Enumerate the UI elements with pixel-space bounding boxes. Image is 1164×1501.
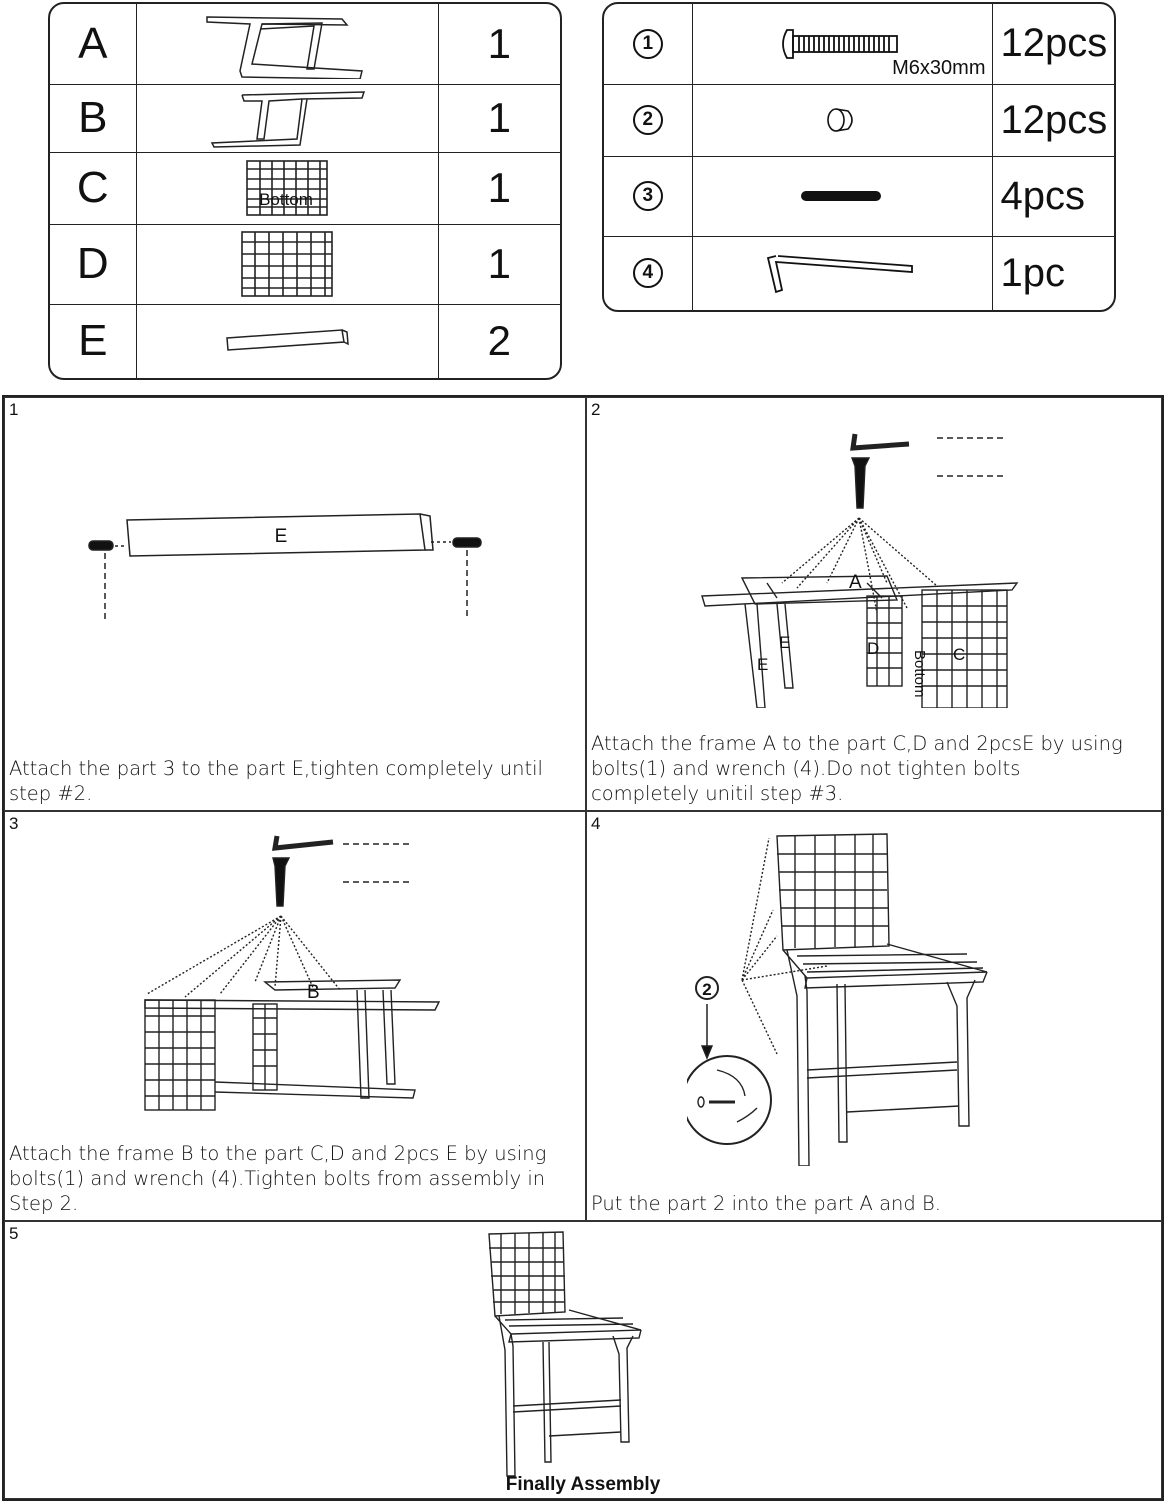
hardware-qty: 4pcs: [992, 156, 1114, 236]
hardware-row-4: [604, 236, 1114, 310]
hardware-number: 4: [604, 236, 692, 310]
part-letter: D: [50, 224, 136, 304]
part-row-a: [50, 4, 560, 84]
hardware-number: 2: [604, 84, 692, 156]
step-description: Attach the part 3 to the part E,tighten completely until step #2.: [9, 757, 543, 805]
part-row-c: [50, 152, 560, 224]
bolt-image: [692, 4, 992, 84]
parts-list-table: [48, 2, 562, 380]
step-3-diagram: [125, 822, 455, 1112]
hardware-row-1: [604, 4, 1114, 84]
seat-c-image: [136, 152, 438, 224]
step-1-diagram: [75, 498, 495, 638]
step-number: 5: [9, 1224, 19, 1243]
step-1: [4, 397, 586, 811]
part-qty: 1: [438, 224, 560, 304]
step-5: [4, 1221, 1162, 1499]
hardware-qty: 12pcs: [992, 84, 1114, 156]
part-row-e: [50, 304, 560, 378]
step-2-diagram: [687, 418, 1047, 708]
assembly-steps: [2, 395, 1164, 1501]
cap-image: [692, 84, 992, 156]
step-number: 2: [591, 400, 601, 419]
hardware-qty: 12pcs: [992, 4, 1114, 84]
bottom-label: Bottom: [259, 190, 313, 209]
hardware-row-3: [604, 156, 1114, 236]
step-description: Attach the frame A to the part C,D and 2pcsE by using bolts(1) and wrench (4).Do not tighten bolts completely unitil step #3.: [591, 732, 1123, 805]
final-assembly-title: Finally Assembly: [505, 1474, 661, 1495]
step-4-diagram: [687, 826, 997, 1166]
part-qty: 1: [438, 4, 560, 84]
bottom-label: Bottom: [911, 650, 928, 698]
part-e-label: E: [779, 633, 791, 652]
hardware-row-2: [604, 84, 1114, 156]
step-number: 1: [9, 400, 19, 419]
part-letter: A: [50, 4, 136, 84]
part-qty: 2: [438, 304, 560, 378]
frame-b-label: B: [307, 982, 320, 1003]
part-row-d: [50, 224, 560, 304]
stretcher-e-image: [136, 304, 438, 378]
hardware-number: 1: [604, 4, 692, 84]
step-2: [586, 397, 1162, 811]
frame-a-label: A: [849, 572, 862, 593]
final-chair-diagram: [483, 1230, 653, 1478]
step-number: 4: [591, 814, 601, 833]
hardware-list-table: [602, 2, 1116, 312]
bolt-size-label: M6x30mm: [892, 56, 986, 79]
part-letter: E: [50, 304, 136, 378]
hardware-qty: 1pc: [992, 236, 1114, 310]
part-e-label: E: [274, 526, 288, 547]
part-c-label: C: [953, 645, 966, 664]
step-4: [586, 811, 1162, 1221]
frame-a-image: [136, 4, 438, 84]
allen-wrench-image: [692, 236, 992, 310]
backrest-d-image: [136, 224, 438, 304]
step-3: [4, 811, 586, 1221]
hardware-number: 3: [604, 156, 692, 236]
callout-number: 2: [702, 980, 712, 999]
part-letter: B: [50, 84, 136, 152]
barrel-nut-image: [692, 156, 992, 236]
frame-b-image: [136, 84, 438, 152]
part-d-label: D: [867, 639, 880, 658]
part-e-label: E: [757, 655, 769, 674]
part-qty: 1: [438, 84, 560, 152]
part-qty: 1: [438, 152, 560, 224]
step-number: 3: [9, 814, 19, 833]
part-row-b: [50, 84, 560, 152]
step-description: Put the part 2 into the part A and B.: [591, 1192, 941, 1215]
step-description: Attach the frame B to the part C,D and 2pcs E by using bolts(1) and wrench (4).Tighten bolts from assembly in Step 2.: [9, 1142, 547, 1215]
part-letter: C: [50, 152, 136, 224]
